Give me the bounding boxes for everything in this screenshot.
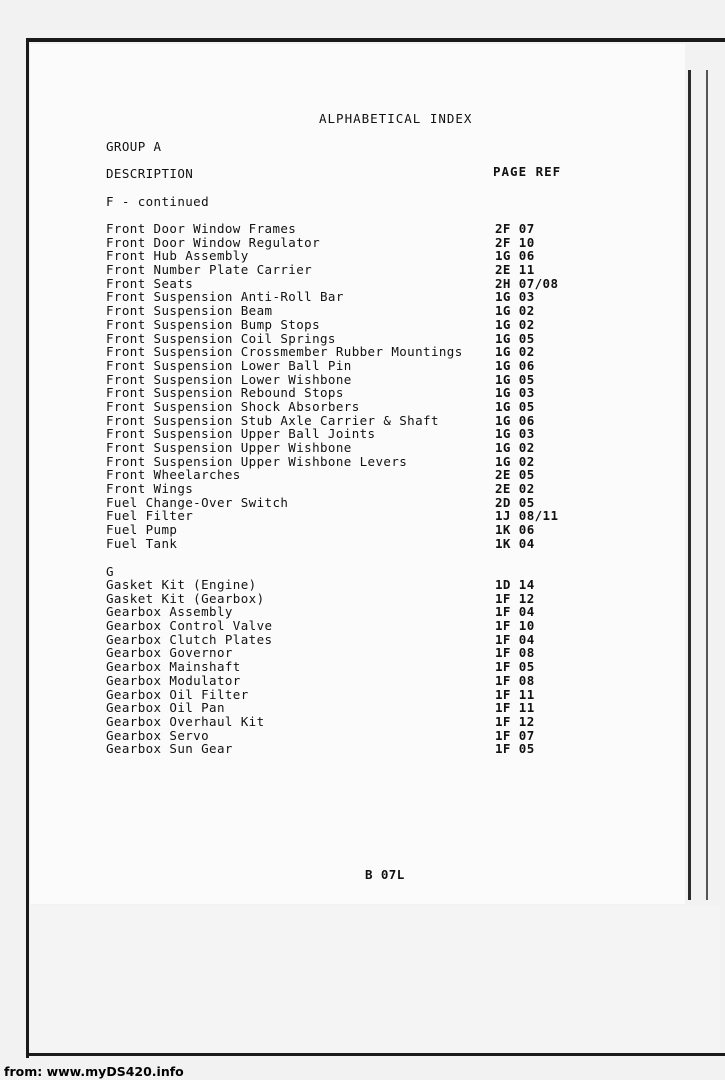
entry-description: Front Suspension Coil Springs: [106, 330, 336, 346]
description-column-header: DESCRIPTION: [106, 166, 194, 181]
page-reference-footer: B 07L: [365, 867, 405, 882]
entry-description: Front Suspension Beam: [106, 303, 273, 319]
index-entry: [106, 236, 576, 250]
entry-page-ref: 2E 05: [495, 467, 535, 483]
index-entry: [106, 373, 576, 387]
entry-description: Gearbox Oil Pan: [106, 700, 225, 716]
frame-bottom-border: [26, 1053, 725, 1056]
index-entry: [106, 742, 576, 756]
entry-page-ref: 1K 06: [495, 522, 535, 538]
index-entry: [106, 674, 576, 688]
group-label: GROUP A: [106, 139, 162, 154]
index-entry: [106, 605, 576, 619]
entry-page-ref: 1J 08/11: [495, 508, 559, 524]
entry-description: Front Door Window Frames: [106, 221, 297, 236]
index-entry: [106, 468, 576, 482]
entry-description: Gearbox Clutch Plates: [106, 631, 273, 647]
index-entry: [106, 509, 576, 523]
index-entry: [106, 592, 576, 606]
entry-description: Front Suspension Bump Stops: [106, 316, 320, 332]
entry-page-ref: 1F 10: [495, 618, 535, 634]
entry-page-ref: 1F 07: [495, 727, 535, 743]
entry-description: Front Suspension Lower Wishbone: [106, 371, 352, 387]
entry-description: Gearbox Mainshaft: [106, 659, 241, 675]
section-g-list: [106, 578, 576, 756]
index-entry: [106, 701, 576, 715]
entry-description: Gasket Kit (Engine): [106, 577, 257, 592]
entry-page-ref: 1F 11: [495, 700, 535, 716]
index-entry: [106, 633, 576, 647]
entry-page-ref: 1G 06: [495, 412, 535, 428]
entry-page-ref: 1G 03: [495, 385, 535, 401]
entry-description: Gearbox Control Valve: [106, 618, 273, 634]
index-entry: [106, 414, 576, 428]
entry-description: Front Suspension Anti-Roll Bar: [106, 289, 344, 305]
entry-description: Front Suspension Rebound Stops: [106, 385, 344, 401]
index-entry: [106, 646, 576, 660]
entry-description: Front Wheelarches: [106, 467, 241, 483]
entry-description: Fuel Change-Over Switch: [106, 494, 289, 510]
index-entry: [106, 688, 576, 702]
entry-description: Gearbox Assembly: [106, 604, 233, 620]
entry-description: Front Hub Assembly: [106, 248, 249, 264]
section-g-letter: G: [106, 564, 114, 579]
index-entry: [106, 729, 576, 743]
entry-page-ref: 1G 06: [495, 248, 535, 264]
index-entry: [106, 482, 576, 496]
source-watermark: from: www.myDS420.info: [4, 1064, 184, 1079]
index-entry: [106, 386, 576, 400]
binder-edge-line: [688, 70, 691, 900]
entry-page-ref: 1G 02: [495, 303, 535, 319]
entry-description: Fuel Tank: [106, 535, 178, 551]
entry-description: Front Suspension Upper Wishbone Levers: [106, 453, 408, 469]
entry-description: Front Suspension Lower Ball Pin: [106, 357, 352, 373]
entry-description: Gearbox Oil Filter: [106, 686, 249, 702]
entry-description: Front Suspension Upper Wishbone: [106, 440, 352, 455]
entry-page-ref: 2D 05: [495, 494, 535, 510]
entry-page-ref: 1G 05: [495, 330, 535, 346]
entry-page-ref: 2E 11: [495, 262, 535, 278]
frame-top-border: [26, 38, 725, 42]
entry-page-ref: 1G 02: [495, 316, 535, 332]
frame-left-border: [26, 38, 29, 1058]
entry-page-ref: 1G 05: [495, 371, 535, 387]
index-entry: [106, 249, 576, 263]
entry-description: Front Suspension Crossmember Rubber Mountings: [106, 344, 463, 360]
entry-description: Fuel Pump: [106, 522, 178, 538]
entry-page-ref: 1F 12: [495, 713, 535, 729]
page-ref-column-header: PAGE REF: [493, 164, 562, 179]
index-entry: [106, 277, 576, 291]
index-entry: [106, 304, 576, 318]
page-title: ALPHABETICAL INDEX: [319, 111, 473, 126]
entry-page-ref: 1F 04: [495, 604, 535, 620]
index-entry: [106, 427, 576, 441]
entry-description: Gearbox Servo: [106, 727, 210, 743]
entry-description: Gearbox Overhaul Kit: [106, 713, 265, 729]
index-entry: [106, 359, 576, 373]
entry-page-ref: 1F 11: [495, 686, 535, 702]
index-entry: [106, 332, 576, 346]
binder-edge-line-secondary: [706, 70, 708, 900]
entry-page-ref: 1D 14: [495, 577, 535, 592]
section-f-heading: F - continued: [106, 194, 210, 209]
index-entry: [106, 318, 576, 332]
entry-page-ref: 1G 03: [495, 426, 535, 442]
entry-description: Gearbox Governor: [106, 645, 233, 661]
entry-description: Front Number Plate Carrier: [106, 262, 313, 278]
index-entry: [106, 222, 576, 236]
entry-page-ref: 1G 06: [495, 357, 535, 373]
index-entry: [106, 345, 576, 359]
entry-page-ref: 2F 10: [495, 234, 535, 250]
index-entry: [106, 455, 576, 469]
entry-page-ref: 2F 07: [495, 221, 535, 236]
entry-page-ref: 1F 05: [495, 741, 535, 757]
section-f-list: [106, 222, 576, 551]
entry-description: Front Door Window Regulator: [106, 234, 320, 250]
entry-page-ref: 1G 02: [495, 344, 535, 360]
entry-page-ref: 1G 05: [495, 398, 535, 414]
entry-page-ref: 2H 07/08: [495, 275, 559, 291]
index-entry: [106, 537, 576, 551]
entry-description: Gearbox Sun Gear: [106, 741, 233, 757]
entry-description: Fuel Filter: [106, 508, 194, 524]
entry-page-ref: 2E 02: [495, 481, 535, 497]
entry-description: Front Seats: [106, 275, 194, 291]
index-entry: [106, 660, 576, 674]
index-entry: [106, 578, 576, 592]
index-entry: [106, 263, 576, 277]
entry-page-ref: 1G 02: [495, 440, 535, 455]
index-entry: [106, 290, 576, 304]
index-entry: [106, 400, 576, 414]
entry-description: Front Wings: [106, 481, 194, 497]
entry-page-ref: 1F 04: [495, 631, 535, 647]
entry-page-ref: 1F 08: [495, 672, 535, 688]
index-entry: [106, 496, 576, 510]
entry-page-ref: 1K 04: [495, 535, 535, 551]
entry-description: Front Suspension Upper Ball Joints: [106, 426, 376, 442]
entry-description: Front Suspension Shock Absorbers: [106, 398, 360, 414]
entry-description: Gasket Kit (Gearbox): [106, 590, 265, 606]
entry-page-ref: 1G 03: [495, 289, 535, 305]
index-entry: [106, 441, 576, 455]
index-entry: [106, 619, 576, 633]
index-entry: [106, 715, 576, 729]
entry-page-ref: 1G 02: [495, 453, 535, 469]
entry-page-ref: 1F 05: [495, 659, 535, 675]
blank-lower-area: [30, 905, 720, 1050]
entry-page-ref: 1F 08: [495, 645, 535, 661]
entry-page-ref: 1F 12: [495, 590, 535, 606]
entry-description: Gearbox Modulator: [106, 672, 241, 688]
index-entry: [106, 523, 576, 537]
entry-description: Front Suspension Stub Axle Carrier & Shaft: [106, 412, 439, 428]
